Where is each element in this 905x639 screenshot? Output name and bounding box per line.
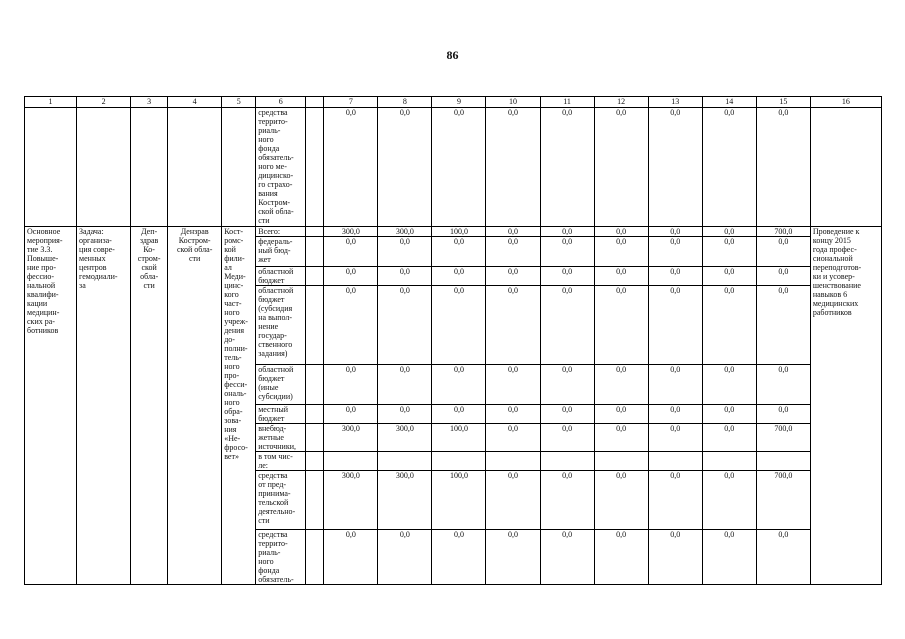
value-cell: 0,0: [594, 424, 648, 452]
value-cell: 0,0: [594, 286, 648, 365]
value-cell: 0,0: [594, 108, 648, 227]
funding-source-cell: средства террито- риаль- ного фонда обязатель-: [256, 530, 306, 585]
header-cell-3: 3: [131, 97, 168, 108]
funding-source-cell: Всего:: [256, 227, 306, 237]
task-cell: Задача: организа- ция совре- менных центров гемодиали- за: [77, 227, 131, 585]
value-cell: 0,0: [648, 471, 702, 530]
header-cell-5: 5: [222, 97, 256, 108]
value-cell: 0,0: [432, 405, 486, 424]
value-cell: 0,0: [378, 405, 432, 424]
empty-cell: [25, 108, 77, 227]
value-cell: [540, 452, 594, 471]
value-cell: 300,0: [378, 227, 432, 237]
funding-source-cell: средства от пред- принима- тельской деятельно- сти: [256, 471, 306, 530]
header-cell-6: 6: [256, 97, 306, 108]
value-cell: 0,0: [702, 227, 756, 237]
header-cell-16: 15: [756, 97, 810, 108]
header-cell-15: 14: [702, 97, 756, 108]
value-cell: 0,0: [486, 530, 540, 585]
value-cell: 700,0: [756, 471, 810, 530]
value-cell: 0,0: [486, 471, 540, 530]
value-cell: [756, 452, 810, 471]
value-cell: 300,0: [324, 471, 378, 530]
value-cell: 0,0: [540, 227, 594, 237]
value-cell: 0,0: [432, 530, 486, 585]
empty-cell: [131, 108, 168, 227]
value-cell: 0,0: [702, 267, 756, 286]
header-cell-9: 8: [378, 97, 432, 108]
header-cell-1: 1: [25, 97, 77, 108]
value-cell: 0,0: [324, 267, 378, 286]
value-cell: 0,0: [378, 365, 432, 405]
value-cell: 0,0: [702, 108, 756, 227]
header-cell-17: 16: [810, 97, 881, 108]
value-cell: 0,0: [486, 286, 540, 365]
value-cell: 0,0: [540, 108, 594, 227]
value-cell: 0,0: [486, 108, 540, 227]
value-cell: 0,0: [702, 286, 756, 365]
empty-cell: [77, 108, 131, 227]
value-cell: 0,0: [486, 237, 540, 267]
value-cell: [378, 452, 432, 471]
value-cell: 0,0: [324, 108, 378, 227]
spacer-cell: [306, 530, 324, 585]
value-cell: 0,0: [486, 424, 540, 452]
value-cell: 0,0: [432, 267, 486, 286]
spacer-cell: [306, 267, 324, 286]
value-cell: 100,0: [432, 227, 486, 237]
value-cell: 0,0: [324, 286, 378, 365]
spacer-cell: [306, 237, 324, 267]
header-cell-12: 11: [540, 97, 594, 108]
value-cell: 0,0: [756, 108, 810, 227]
value-cell: 0,0: [540, 237, 594, 267]
empty-cell: [222, 108, 256, 227]
value-cell: 0,0: [702, 405, 756, 424]
value-cell: [594, 452, 648, 471]
value-cell: [648, 452, 702, 471]
value-cell: 0,0: [648, 424, 702, 452]
value-cell: [324, 452, 378, 471]
value-cell: 0,0: [594, 530, 648, 585]
value-cell: 0,0: [540, 267, 594, 286]
value-cell: 0,0: [594, 227, 648, 237]
value-cell: 700,0: [756, 424, 810, 452]
header-cell-7: [306, 97, 324, 108]
value-cell: 0,0: [756, 405, 810, 424]
responsible-cell: Деп- здрав Ко- стром- ской обла- сти: [131, 227, 168, 585]
value-cell: 0,0: [486, 405, 540, 424]
value-cell: 0,0: [324, 237, 378, 267]
value-cell: 0,0: [756, 530, 810, 585]
spacer-cell: [306, 286, 324, 365]
value-cell: [702, 452, 756, 471]
value-cell: 0,0: [540, 424, 594, 452]
spacer-cell: [306, 365, 324, 405]
value-cell: 0,0: [378, 108, 432, 227]
value-cell: 300,0: [324, 424, 378, 452]
value-cell: 0,0: [432, 108, 486, 227]
value-cell: 0,0: [648, 237, 702, 267]
header-cell-10: 9: [432, 97, 486, 108]
value-cell: 0,0: [324, 530, 378, 585]
value-cell: 0,0: [648, 286, 702, 365]
funding-source-cell: в том чис- ле:: [256, 452, 306, 471]
value-cell: 0,0: [540, 530, 594, 585]
value-cell: 0,0: [540, 365, 594, 405]
header-cell-2: 2: [77, 97, 131, 108]
value-cell: 0,0: [648, 267, 702, 286]
value-cell: 0,0: [648, 530, 702, 585]
value-cell: 300,0: [324, 227, 378, 237]
header-cell-8: 7: [324, 97, 378, 108]
funding-source-cell: федераль- ный бюд- жет: [256, 237, 306, 267]
value-cell: 300,0: [378, 471, 432, 530]
value-cell: 0,0: [486, 365, 540, 405]
value-cell: 0,0: [540, 286, 594, 365]
funding-source-cell: областной бюджет (иные субсидии): [256, 365, 306, 405]
value-cell: 0,0: [756, 267, 810, 286]
header-cell-11: 10: [486, 97, 540, 108]
funding-source-cell: местный бюджет: [256, 405, 306, 424]
value-cell: 0,0: [378, 530, 432, 585]
program-table: [24, 96, 882, 585]
value-cell: 0,0: [648, 227, 702, 237]
header-cell-13: 12: [594, 97, 648, 108]
value-cell: 0,0: [378, 237, 432, 267]
header-row: [25, 97, 882, 108]
header-cell-14: 13: [648, 97, 702, 108]
value-cell: 700,0: [756, 227, 810, 237]
continuation-row: [25, 108, 882, 227]
value-cell: 0,0: [324, 365, 378, 405]
funding-source-cell: средства террито- риаль- ного фонда обязатель- ного ме- дицинско- го страхо- вания Костром- ской обла- сти: [256, 108, 306, 227]
value-cell: 0,0: [432, 286, 486, 365]
value-cell: 0,0: [594, 237, 648, 267]
value-cell: 0,0: [594, 365, 648, 405]
value-cell: 0,0: [594, 267, 648, 286]
funding-source-cell: областной бюджет: [256, 267, 306, 286]
value-cell: 0,0: [432, 365, 486, 405]
value-cell: 0,0: [540, 405, 594, 424]
spacer-cell: [306, 108, 324, 227]
spacer-cell: [306, 424, 324, 452]
value-cell: 100,0: [432, 471, 486, 530]
header-cell-4: 4: [168, 97, 222, 108]
value-cell: 0,0: [432, 237, 486, 267]
value-cell: 100,0: [432, 424, 486, 452]
value-cell: 0,0: [378, 267, 432, 286]
spacer-cell: [306, 227, 324, 237]
event-name-cell: Основное мероприя- тие 3.3. Повыше- ние про- фессио- нальной квалифи- кации медицин- ских ра- ботников: [25, 227, 77, 585]
value-cell: 0,0: [702, 237, 756, 267]
spacer-cell: [306, 452, 324, 471]
value-cell: 0,0: [486, 267, 540, 286]
event-row: [25, 227, 882, 237]
coexecutor-cell: Дензрав Костром- ской обла- сти: [168, 227, 222, 585]
result-cell: Проведение к концу 2015 года профес- сиональной переподготов- ки и усовер- шенствование навыков 6 медицинских работников: [810, 227, 881, 585]
value-cell: [486, 452, 540, 471]
value-cell: 0,0: [648, 108, 702, 227]
value-cell: 0,0: [540, 471, 594, 530]
value-cell: 0,0: [648, 405, 702, 424]
value-cell: 0,0: [702, 471, 756, 530]
empty-cell: [168, 108, 222, 227]
value-cell: 0,0: [702, 424, 756, 452]
value-cell: 0,0: [756, 237, 810, 267]
value-cell: 0,0: [702, 530, 756, 585]
spacer-cell: [306, 471, 324, 530]
value-cell: 0,0: [756, 365, 810, 405]
value-cell: 300,0: [378, 424, 432, 452]
value-cell: 0,0: [702, 365, 756, 405]
value-cell: 0,0: [648, 365, 702, 405]
value-cell: 0,0: [378, 286, 432, 365]
value-cell: 0,0: [756, 286, 810, 365]
value-cell: 0,0: [486, 227, 540, 237]
funding-source-cell: внебюд- жетные источники,: [256, 424, 306, 452]
value-cell: 0,0: [324, 405, 378, 424]
value-cell: 0,0: [594, 471, 648, 530]
spacer-cell: [306, 405, 324, 424]
value-cell: [432, 452, 486, 471]
empty-cell: [810, 108, 881, 227]
funding-source-cell: областной бюджет (субсидия на выпол- нение государ- ственного задания): [256, 286, 306, 365]
page-number: 86: [446, 48, 459, 62]
value-cell: 0,0: [594, 405, 648, 424]
participant-cell: Кост- ромс- кой фили- ал Меди- цинс- кого част- ного учреж- дения до- полни- тель- ного про- фесси- ональ- ного обра- зова- ния «Не- фросо- вет»: [222, 227, 256, 585]
